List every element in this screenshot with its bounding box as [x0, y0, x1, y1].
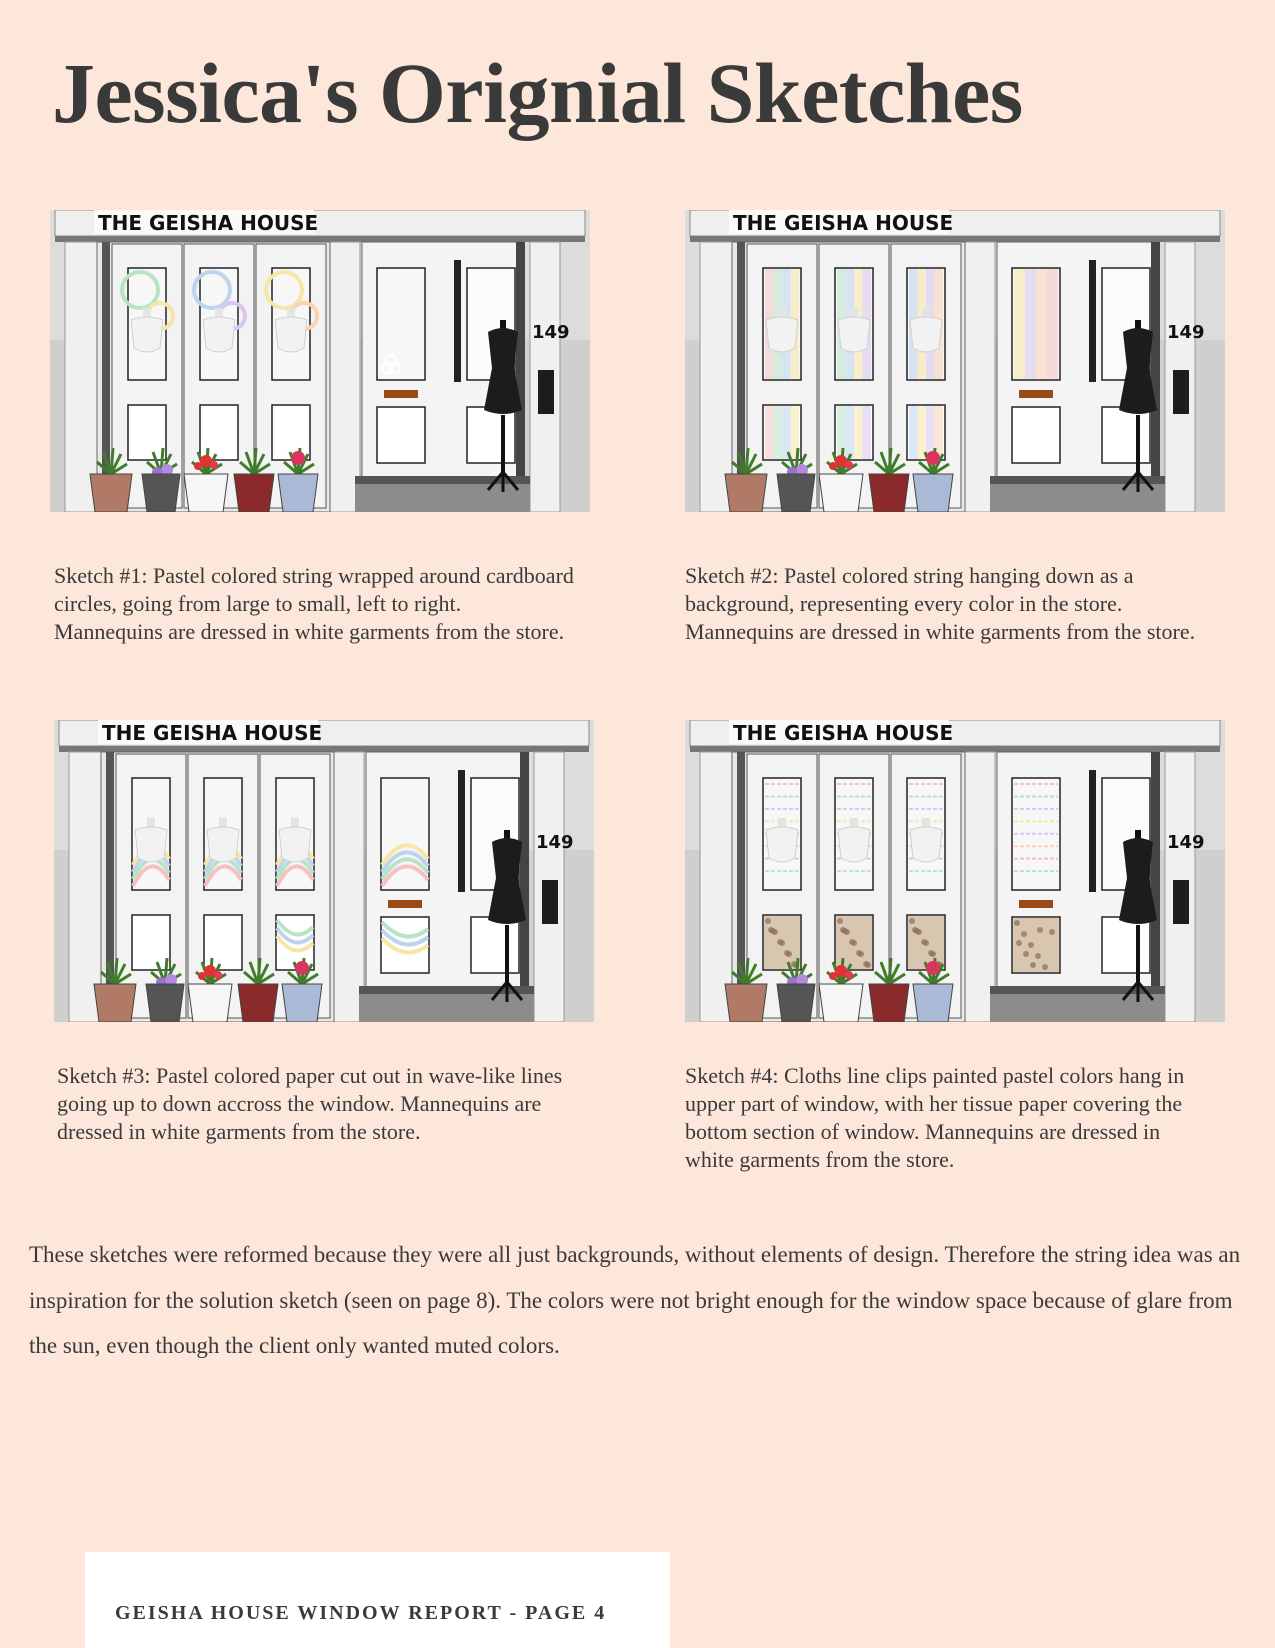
summary-paragraph: These sketches were reformed because they were all just backgrounds, without elements of design. Therefore the string idea was an inspiration for the solution sketch (seen on page 8). The colors were not bright enough for the window space because of glare from the sun, even though the client only wanted muted colors.: [29, 1242, 1241, 1358]
svg-text:149: 149: [532, 322, 570, 343]
svg-text:THE GEISHA HOUSE: THE GEISHA HOUSE: [733, 211, 954, 235]
footer-label: GEISHA HOUSE WINDOW REPORT - PAGE 4: [115, 1602, 607, 1624]
svg-text:THE GEISHA HOUSE: THE GEISHA HOUSE: [102, 721, 323, 745]
svg-text:149: 149: [536, 832, 574, 853]
sketch-caption-1: Sketch #1: Pastel colored string wrapped around cardboard circles, going from large to small, left to right. Mannequins are dressed in white garments from the store.: [54, 563, 574, 644]
sketch-image-2: [685, 210, 1225, 512]
sketch-caption-4: Sketch #4: Cloths line clips painted pastel colors hang in upper part of window, with her tissue paper covering the bottom section of window. Mannequins are dressed in white garments from the store.: [685, 1063, 1185, 1172]
svg-text:149: 149: [1167, 322, 1205, 343]
page-title: Jessica's Orignial Sketches: [52, 45, 1023, 141]
svg-text:149: 149: [1167, 832, 1205, 853]
page-footer: [85, 1552, 670, 1648]
sketch-caption-2: Sketch #2: Pastel colored string hanging down as a background, representing every color in the store. Mannequins are dressed in white garments from the store.: [685, 563, 1196, 644]
sketch-image-1: [50, 210, 590, 512]
sketch-image-4: [685, 720, 1225, 1022]
sketch-caption-3: Sketch #3: Pastel colored paper cut out in wave-like lines going up to down accross the window. Mannequins are dressed in white garments from the store.: [57, 1063, 563, 1144]
svg-text:THE GEISHA HOUSE: THE GEISHA HOUSE: [733, 721, 954, 745]
sketch-image-3: [54, 720, 594, 1022]
svg-text:THE GEISHA HOUSE: THE GEISHA HOUSE: [98, 211, 319, 235]
